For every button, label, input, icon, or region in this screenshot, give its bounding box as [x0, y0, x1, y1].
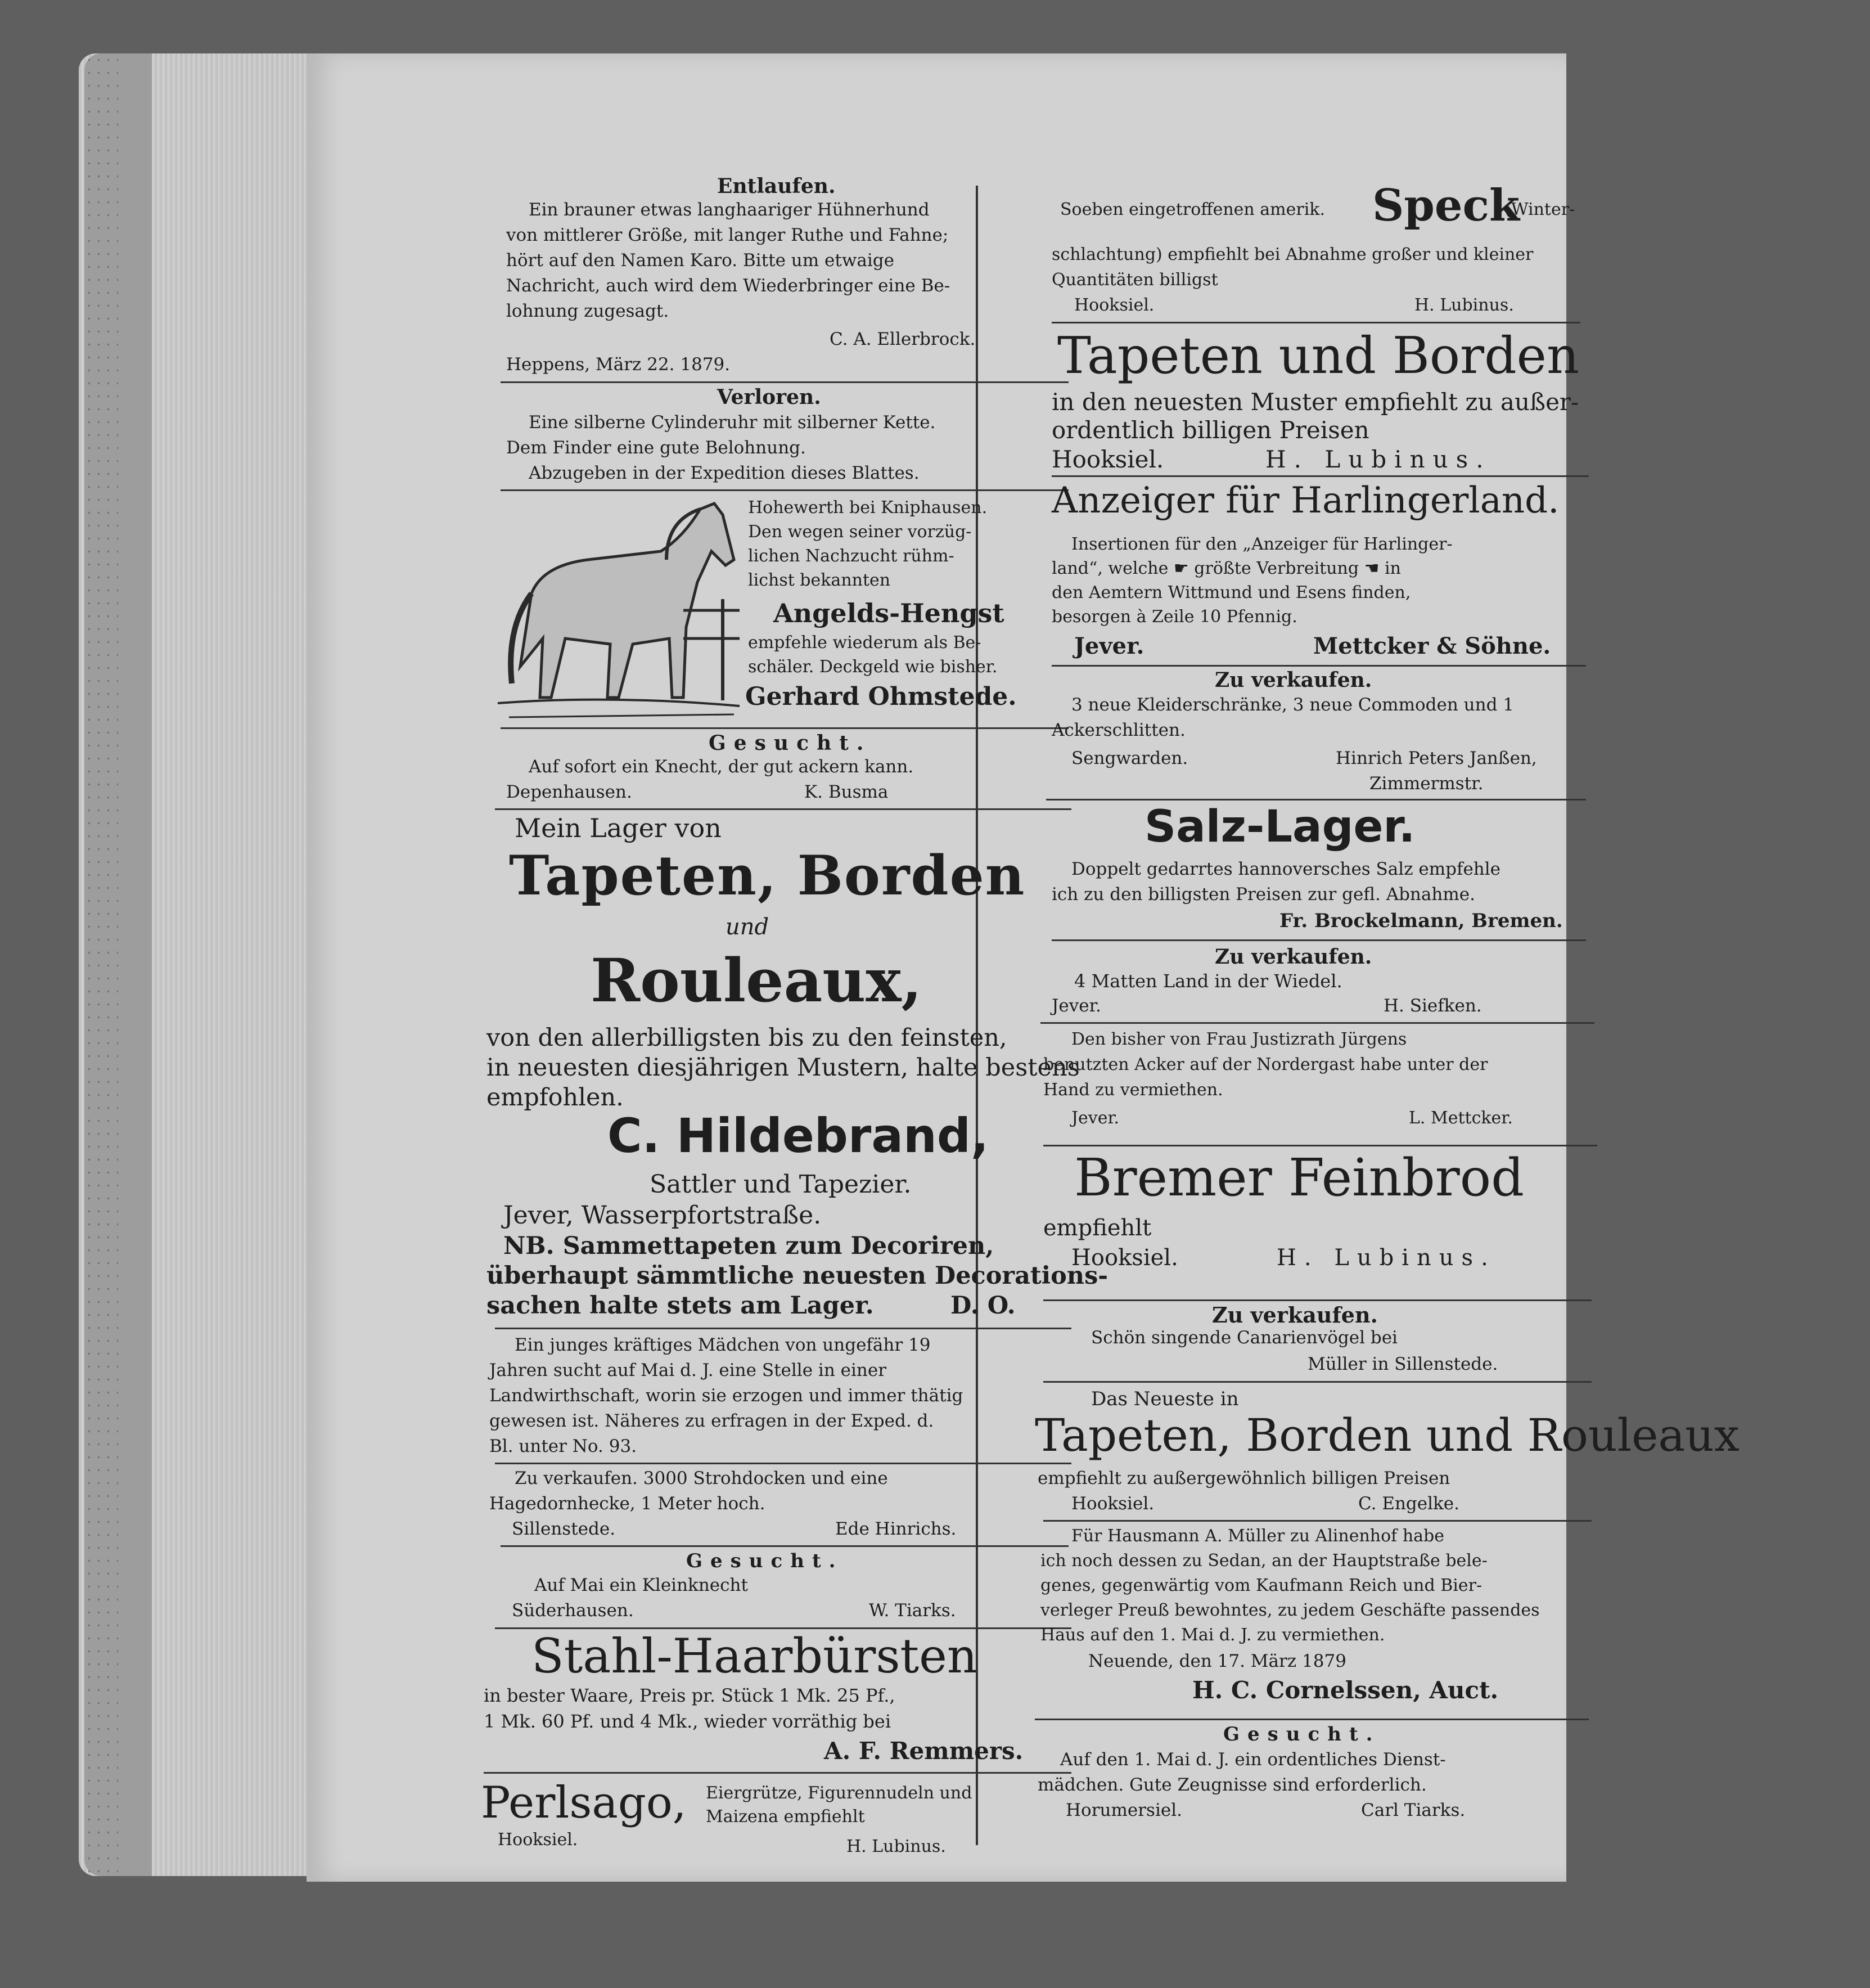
horse-illustration: [498, 498, 740, 723]
hengst-line-2: Den wegen seiner vorzüg-: [748, 522, 972, 542]
acker-line-1: Den bisher von Frau Justizrath Jürgens: [1071, 1029, 1407, 1049]
entlaufen-signer: C. A. Ellerbrock.: [830, 329, 976, 349]
perlsago-line-2: Maizena empfiehlt: [706, 1807, 865, 1827]
land-place: Jever.: [1052, 996, 1101, 1016]
speck-headline: Speck: [1372, 180, 1520, 231]
kleiderschraenke-line-1: 3 neue Kleiderschränke, 3 neue Commoden und 1: [1071, 695, 1514, 715]
gesucht-title: Gesucht.: [1223, 1723, 1381, 1746]
hildebrand-headline-2: Rouleaux,: [591, 945, 922, 1015]
hildebrand-address: Jever, Wasserpfortstraße.: [503, 1201, 822, 1230]
hengst-title: Angelds-Hengst: [773, 598, 1004, 628]
anzeiger-signer: Mettcker & Söhne.: [1313, 633, 1551, 659]
gesucht-title: Gesucht.: [709, 731, 872, 755]
verloren-note: Abzugeben in der Expedition dieses Blattes.: [529, 463, 920, 483]
maedchen-line-4: gewesen ist. Näheres zu erfragen in der Exped. d.: [489, 1411, 934, 1431]
maedchen-line-2: Jahren sucht auf Mai d. J. eine Stelle in einer: [489, 1360, 887, 1380]
separator: [1046, 799, 1586, 800]
anzeiger-line-2: land“, welche ☛ größte Verbreitung ☚ in: [1052, 559, 1401, 578]
perlsago-signer: H. Lubinus.: [846, 1837, 946, 1856]
gesucht-place: Horumersiel.: [1066, 1800, 1182, 1820]
tapeten-title: Tapeten und Borden: [1057, 326, 1579, 385]
canarien-line: Schön singende Canarienvögel bei: [1091, 1328, 1398, 1348]
stahl-line-2: 1 Mk. 60 Pf. und 4 Mk., wieder vorräthig bei: [484, 1711, 891, 1732]
speck-signer: H. Lubinus.: [1414, 295, 1514, 315]
engelke-signer: C. Engelke.: [1358, 1494, 1460, 1514]
kleiderschraenke-signer: Hinrich Peters Janßen,: [1336, 748, 1537, 768]
entlaufen-place-date: Heppens, März 22. 1879.: [506, 354, 731, 375]
book-cover-speckle: [84, 53, 118, 1876]
cornelssen-line-5: Haus auf den 1. Mai d. J. zu vermiethen.: [1040, 1625, 1385, 1645]
land-signer: H. Siefken.: [1384, 996, 1482, 1016]
gesucht-line: Auf Mai ein Kleinknecht: [534, 1575, 748, 1595]
cornelssen-signer: H. C. Cornelssen, Auct.: [1192, 1676, 1499, 1704]
hildebrand-nb-3: sachen halte stets am Lager.: [486, 1292, 874, 1320]
gesucht-signer: K. Busma: [804, 782, 889, 802]
acker-line-2: benutzten Acker auf der Nordergast habe unter der: [1043, 1055, 1488, 1074]
gesucht-line-2: mädchen. Gute Zeugnisse sind erforderlich.: [1038, 1775, 1427, 1795]
kleiderschraenke-place: Sengwarden.: [1071, 748, 1188, 768]
gesucht-line-1: Auf den 1. Mai d. J. ein ordentliches Dienst-: [1060, 1749, 1446, 1770]
acker-place: Jever.: [1071, 1108, 1120, 1128]
cornelssen-line-2: ich noch dessen zu Sedan, an der Hauptstraße bele-: [1040, 1551, 1488, 1571]
cornelssen-line-4: verleger Preuß bewohntes, zu jedem Geschäfte passendes: [1040, 1600, 1540, 1620]
kleiderschraenke-title: Zu verkaufen.: [1215, 668, 1372, 692]
tapeten-place: Hooksiel.: [1052, 446, 1164, 473]
hildebrand-headline-1: Tapeten, Borden: [509, 844, 1026, 907]
anzeiger-line-3: den Aemtern Wittmund und Esens finden,: [1052, 583, 1411, 602]
stahl-title: Stahl-Haarbürsten: [531, 1629, 977, 1684]
separator: [495, 1328, 1071, 1329]
perlsago-title: Perlsago,: [481, 1778, 687, 1828]
hildebrand-name: C. Hildebrand,: [607, 1108, 989, 1163]
speck-line-2: schlachtung) empfiehlt bei Abnahme großer und kleiner: [1052, 245, 1534, 264]
acker-line-3: Hand zu vermiethen.: [1043, 1080, 1223, 1100]
engelke-headline: Tapeten, Borden und Rouleaux: [1035, 1409, 1740, 1461]
separator: [501, 381, 1069, 383]
separator: [1043, 1145, 1597, 1146]
acker-signer: L. Mettcker.: [1409, 1108, 1513, 1128]
newspaper-page: [307, 53, 1740, 1882]
engelke-line: empfiehlt zu außergewöhnlich billigen Preisen: [1038, 1468, 1450, 1488]
anzeiger-place: Jever.: [1074, 633, 1144, 659]
hengst-line-6: schäler. Deckgeld wie bisher.: [748, 657, 998, 677]
maedchen-line-3: Landwirthschaft, worin sie erzogen und immer thätig: [489, 1386, 963, 1406]
separator: [1040, 1022, 1594, 1024]
strohdocken-line-2: Hagedornhecke, 1 Meter hoch.: [489, 1494, 765, 1514]
cornelssen-date: Neuende, den 17. März 1879: [1088, 1651, 1346, 1671]
separator: [1052, 939, 1586, 941]
tapeten-line-2: ordentlich billigen Preisen: [1052, 416, 1369, 444]
strohdocken-place: Sillenstede.: [512, 1519, 616, 1539]
separator: [501, 727, 1069, 729]
cornelssen-line-3: genes, gegenwärtig vom Kaufmann Reich und Bier-: [1040, 1576, 1483, 1595]
feinbrod-title: Bremer Feinbrod: [1074, 1148, 1525, 1208]
separator: [1043, 1520, 1592, 1522]
column-divider: [976, 186, 978, 1845]
gesucht-line: Auf sofort ein Knecht, der gut ackern kann.: [529, 757, 914, 777]
hildebrand-trade: Sattler und Tapezier.: [650, 1170, 912, 1199]
kleiderschraenke-signer-title: Zimmermstr.: [1369, 773, 1484, 794]
speck-line-1a: Soeben eingetroffenen amerik.: [1060, 200, 1326, 219]
entlaufen-line-1: Ein brauner etwas langhaariger Hühnerhund: [529, 200, 930, 220]
land-title: Zu verkaufen.: [1215, 945, 1372, 969]
salz-title: Salz-Lager.: [1144, 802, 1416, 852]
entlaufen-line-2: von mittlerer Größe, mit langer Ruthe und Fahne;: [506, 225, 949, 245]
verloren-line-1: Eine silberne Cylinderuhr mit silberner Kette.: [529, 412, 936, 433]
entlaufen-line-4: Nachricht, auch wird dem Wiederbringer eine Be-: [506, 276, 950, 296]
salz-signer: Fr. Brockelmann, Bremen.: [1279, 910, 1563, 932]
separator: [501, 489, 1069, 491]
land-line: 4 Matten Land in der Wiedel.: [1074, 970, 1342, 992]
feinbrod-line: empfiehlt: [1043, 1215, 1152, 1241]
tapeten-line-1: in den neuesten Muster empfiehlt zu außer-: [1052, 388, 1579, 416]
stahl-line-1: in bester Waare, Preis pr. Stück 1 Mk. 25 Pf.,: [484, 1685, 895, 1706]
separator: [1052, 475, 1589, 477]
hildebrand-intro: Mein Lager von: [515, 813, 722, 843]
maedchen-line-1: Ein junges kräftiges Mädchen von ungefähr 19: [515, 1335, 931, 1355]
verloren-title: Verloren.: [717, 385, 821, 409]
hengst-signer: Gerhard Ohmstede.: [745, 682, 1017, 711]
salz-line-2: ich zu den billigsten Preisen zur gefl. Abnahme.: [1052, 884, 1475, 905]
perlsago-line-1: Eiergrütze, Figurennudeln und: [706, 1783, 972, 1803]
hengst-line-1: Hohewerth bei Kniphausen.: [748, 498, 988, 518]
separator: [1052, 322, 1580, 323]
gesucht-place: Süderhausen.: [512, 1600, 634, 1621]
hildebrand-line-3: empfohlen.: [486, 1083, 624, 1112]
anzeiger-line-1: Insertionen für den „Anzeiger für Harlinger-: [1071, 534, 1453, 554]
verloren-line-2: Dem Finder eine gute Belohnung.: [506, 438, 806, 458]
anzeiger-line-4: besorgen à Zeile 10 Pfennig.: [1052, 607, 1297, 627]
gesucht-title: Gesucht.: [686, 1550, 844, 1572]
hildebrand-und: und: [726, 914, 769, 940]
perlsago-place: Hooksiel.: [498, 1830, 578, 1850]
speck-line-3: Quantitäten billigst: [1052, 270, 1218, 290]
hildebrand-nb-2: überhaupt sämmtliche neuesten Decorations-: [486, 1262, 1109, 1290]
feinbrod-place: Hooksiel.: [1071, 1245, 1178, 1271]
separator: [501, 1545, 1069, 1547]
speck-line-1b: (Winter-: [1504, 200, 1575, 219]
gesucht-signer: W. Tiarks.: [869, 1600, 956, 1621]
separator: [495, 1463, 1071, 1464]
hildebrand-line-2: in neuesten diesjährigen Mustern, halte bestens: [486, 1054, 1080, 1082]
hildebrand-nb-1: NB. Sammettapeten zum Decoriren,: [503, 1232, 994, 1260]
canarien-signer: Müller in Sillenstede.: [1308, 1354, 1498, 1374]
canarien-title: Zu verkaufen.: [1212, 1302, 1378, 1328]
engelke-intro: Das Neueste in: [1091, 1388, 1239, 1410]
hengst-line-4: lichst bekannten: [748, 570, 891, 590]
separator: [1043, 1381, 1592, 1383]
kleiderschraenke-line-2: Ackerschlitten.: [1052, 720, 1186, 740]
hengst-line-5: empfehle wiederum als Be-: [748, 633, 981, 653]
entlaufen-title: Entlaufen.: [717, 174, 836, 198]
tapeten-signer: H. Lubinus.: [1265, 446, 1492, 473]
engelke-place: Hooksiel.: [1071, 1494, 1155, 1514]
entlaufen-line-5: lohnung zugesagt.: [506, 301, 669, 321]
separator: [1035, 1719, 1589, 1720]
stahl-signer: A. F. Remmers.: [824, 1737, 1024, 1765]
gesucht-place: Depenhausen.: [506, 782, 632, 802]
cornelssen-line-1: Für Hausmann A. Müller zu Alinenhof habe: [1071, 1526, 1444, 1546]
gesucht-signer: Carl Tiarks.: [1361, 1800, 1466, 1820]
feinbrod-signer: H. Lubinus.: [1277, 1245, 1496, 1271]
strohdocken-line-1: Zu verkaufen. 3000 Strohdocken und eine: [515, 1468, 888, 1488]
hengst-line-3: lichen Nachzucht rühm-: [748, 546, 954, 566]
separator: [1052, 665, 1586, 667]
maedchen-line-5: Bl. unter No. 93.: [489, 1436, 637, 1456]
anzeiger-title: Anzeiger für Harlingerland.: [1052, 480, 1560, 521]
strohdocken-signer: Ede Hinrichs.: [835, 1519, 957, 1539]
salz-line-1: Doppelt gedarrtes hannoversches Salz empfehle: [1071, 859, 1501, 879]
speck-place: Hooksiel.: [1074, 295, 1155, 315]
hildebrand-initials: D. O.: [950, 1292, 1016, 1320]
separator: [484, 1772, 1071, 1774]
separator: [1043, 1299, 1592, 1301]
entlaufen-line-3: hört auf den Namen Karo. Bitte um etwaige: [506, 250, 894, 271]
hildebrand-line-1: von den allerbilligsten bis zu den feinsten,: [486, 1024, 1007, 1052]
separator: [495, 808, 1071, 810]
